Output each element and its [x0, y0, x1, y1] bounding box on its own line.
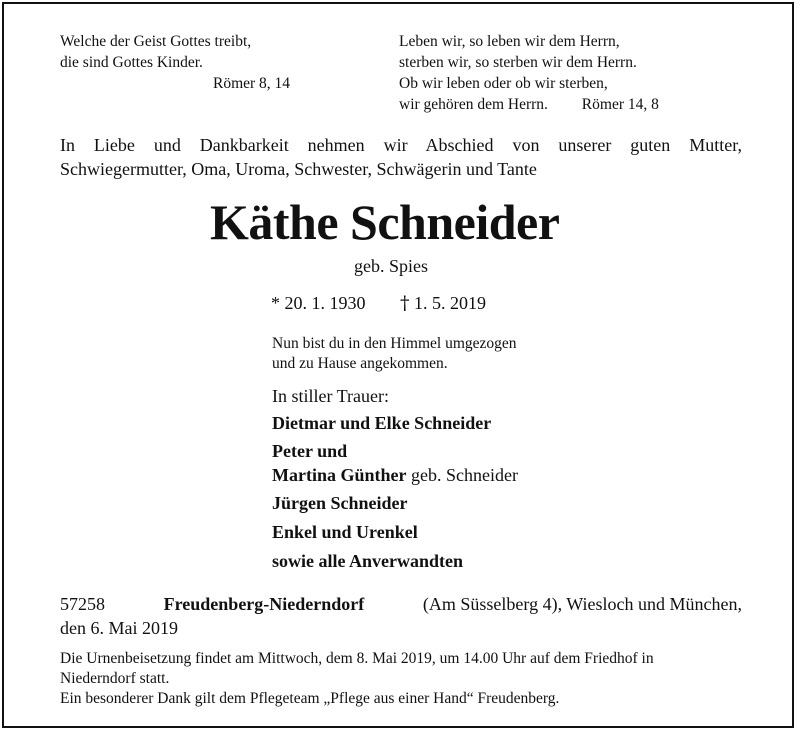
deceased-name: Käthe Schneider [210, 194, 560, 250]
verse-left [60, 31, 290, 94]
mourner-suffix: geb. Schneider [411, 465, 518, 485]
maiden-name: geb. Spies [354, 256, 428, 276]
verse-right-line [399, 94, 659, 115]
verse-right-reference: Römer 14, 8 [581, 96, 659, 113]
place-rest: (Am Süsselberg 4), Wiesloch und München, [422, 594, 742, 614]
mourner-name: Martina Günther [272, 465, 407, 485]
death-date: 1. 5. 2019 [414, 293, 486, 313]
poem [272, 334, 517, 374]
town: Freudenberg-Niederndorf [163, 594, 365, 614]
footer-line: Ein besonderer Dank gilt dem Pflegeteam „Pflege aus einer Hand“ Freudenberg. [60, 690, 560, 707]
intro-text [60, 133, 742, 181]
birth-date: * 20. 1. 1930 [271, 293, 366, 313]
mourners-heading: In stiller Trauer: [272, 386, 389, 406]
verse-right-line: Ob wir leben oder ob wir sterben, [399, 75, 608, 92]
poem-line: Nun bist du in den Himmel umgezogen [272, 335, 517, 352]
mourner-entry [272, 465, 518, 486]
verse-right-line-text: wir gehören dem Herrn. [399, 96, 548, 113]
verse-left-line: die sind Gottes Kinder. [60, 54, 203, 71]
mourner-entry: Dietmar und Elke Schneider [272, 413, 492, 433]
place-date: den 6. Mai 2019 [60, 618, 178, 638]
verse-right-line: Leben wir, so leben wir dem Herrn, [399, 33, 620, 50]
verse-left-reference: Römer 8, 14 [213, 75, 291, 92]
mourner-entry: Enkel und Urenkel [272, 522, 418, 542]
mourner-entry: Jürgen Schneider [272, 493, 408, 513]
footer-text [60, 649, 654, 709]
cross-icon: † [400, 292, 410, 314]
postcode: 57258 [60, 594, 105, 614]
mourner-entry: Peter und [272, 441, 348, 461]
verse-right-line: sterben wir, so sterben wir dem Herrn. [399, 54, 637, 71]
intro-line: Schwiegermutter, Oma, Uroma, Schwester, Schwägerin und Tante [60, 159, 537, 179]
footer-line: Niederndorf statt. [60, 670, 170, 687]
verse-left-line: Welche der Geist Gottes treibt, [60, 33, 252, 50]
life-dates [271, 292, 486, 314]
place-line [60, 592, 742, 616]
poem-line: und zu Hause angekommen. [272, 355, 448, 372]
mourner-entry: sowie alle Anverwandten [272, 551, 463, 571]
verse-right [399, 31, 659, 115]
footer-line: Die Urnenbeisetzung findet am Mittwoch, dem 8. Mai 2019, um 14.00 Uhr auf dem Friedhof in [60, 650, 654, 667]
intro-line: In Liebe und Dankbarkeit nehmen wir Abschied von unserer guten Mutter, [60, 135, 742, 155]
